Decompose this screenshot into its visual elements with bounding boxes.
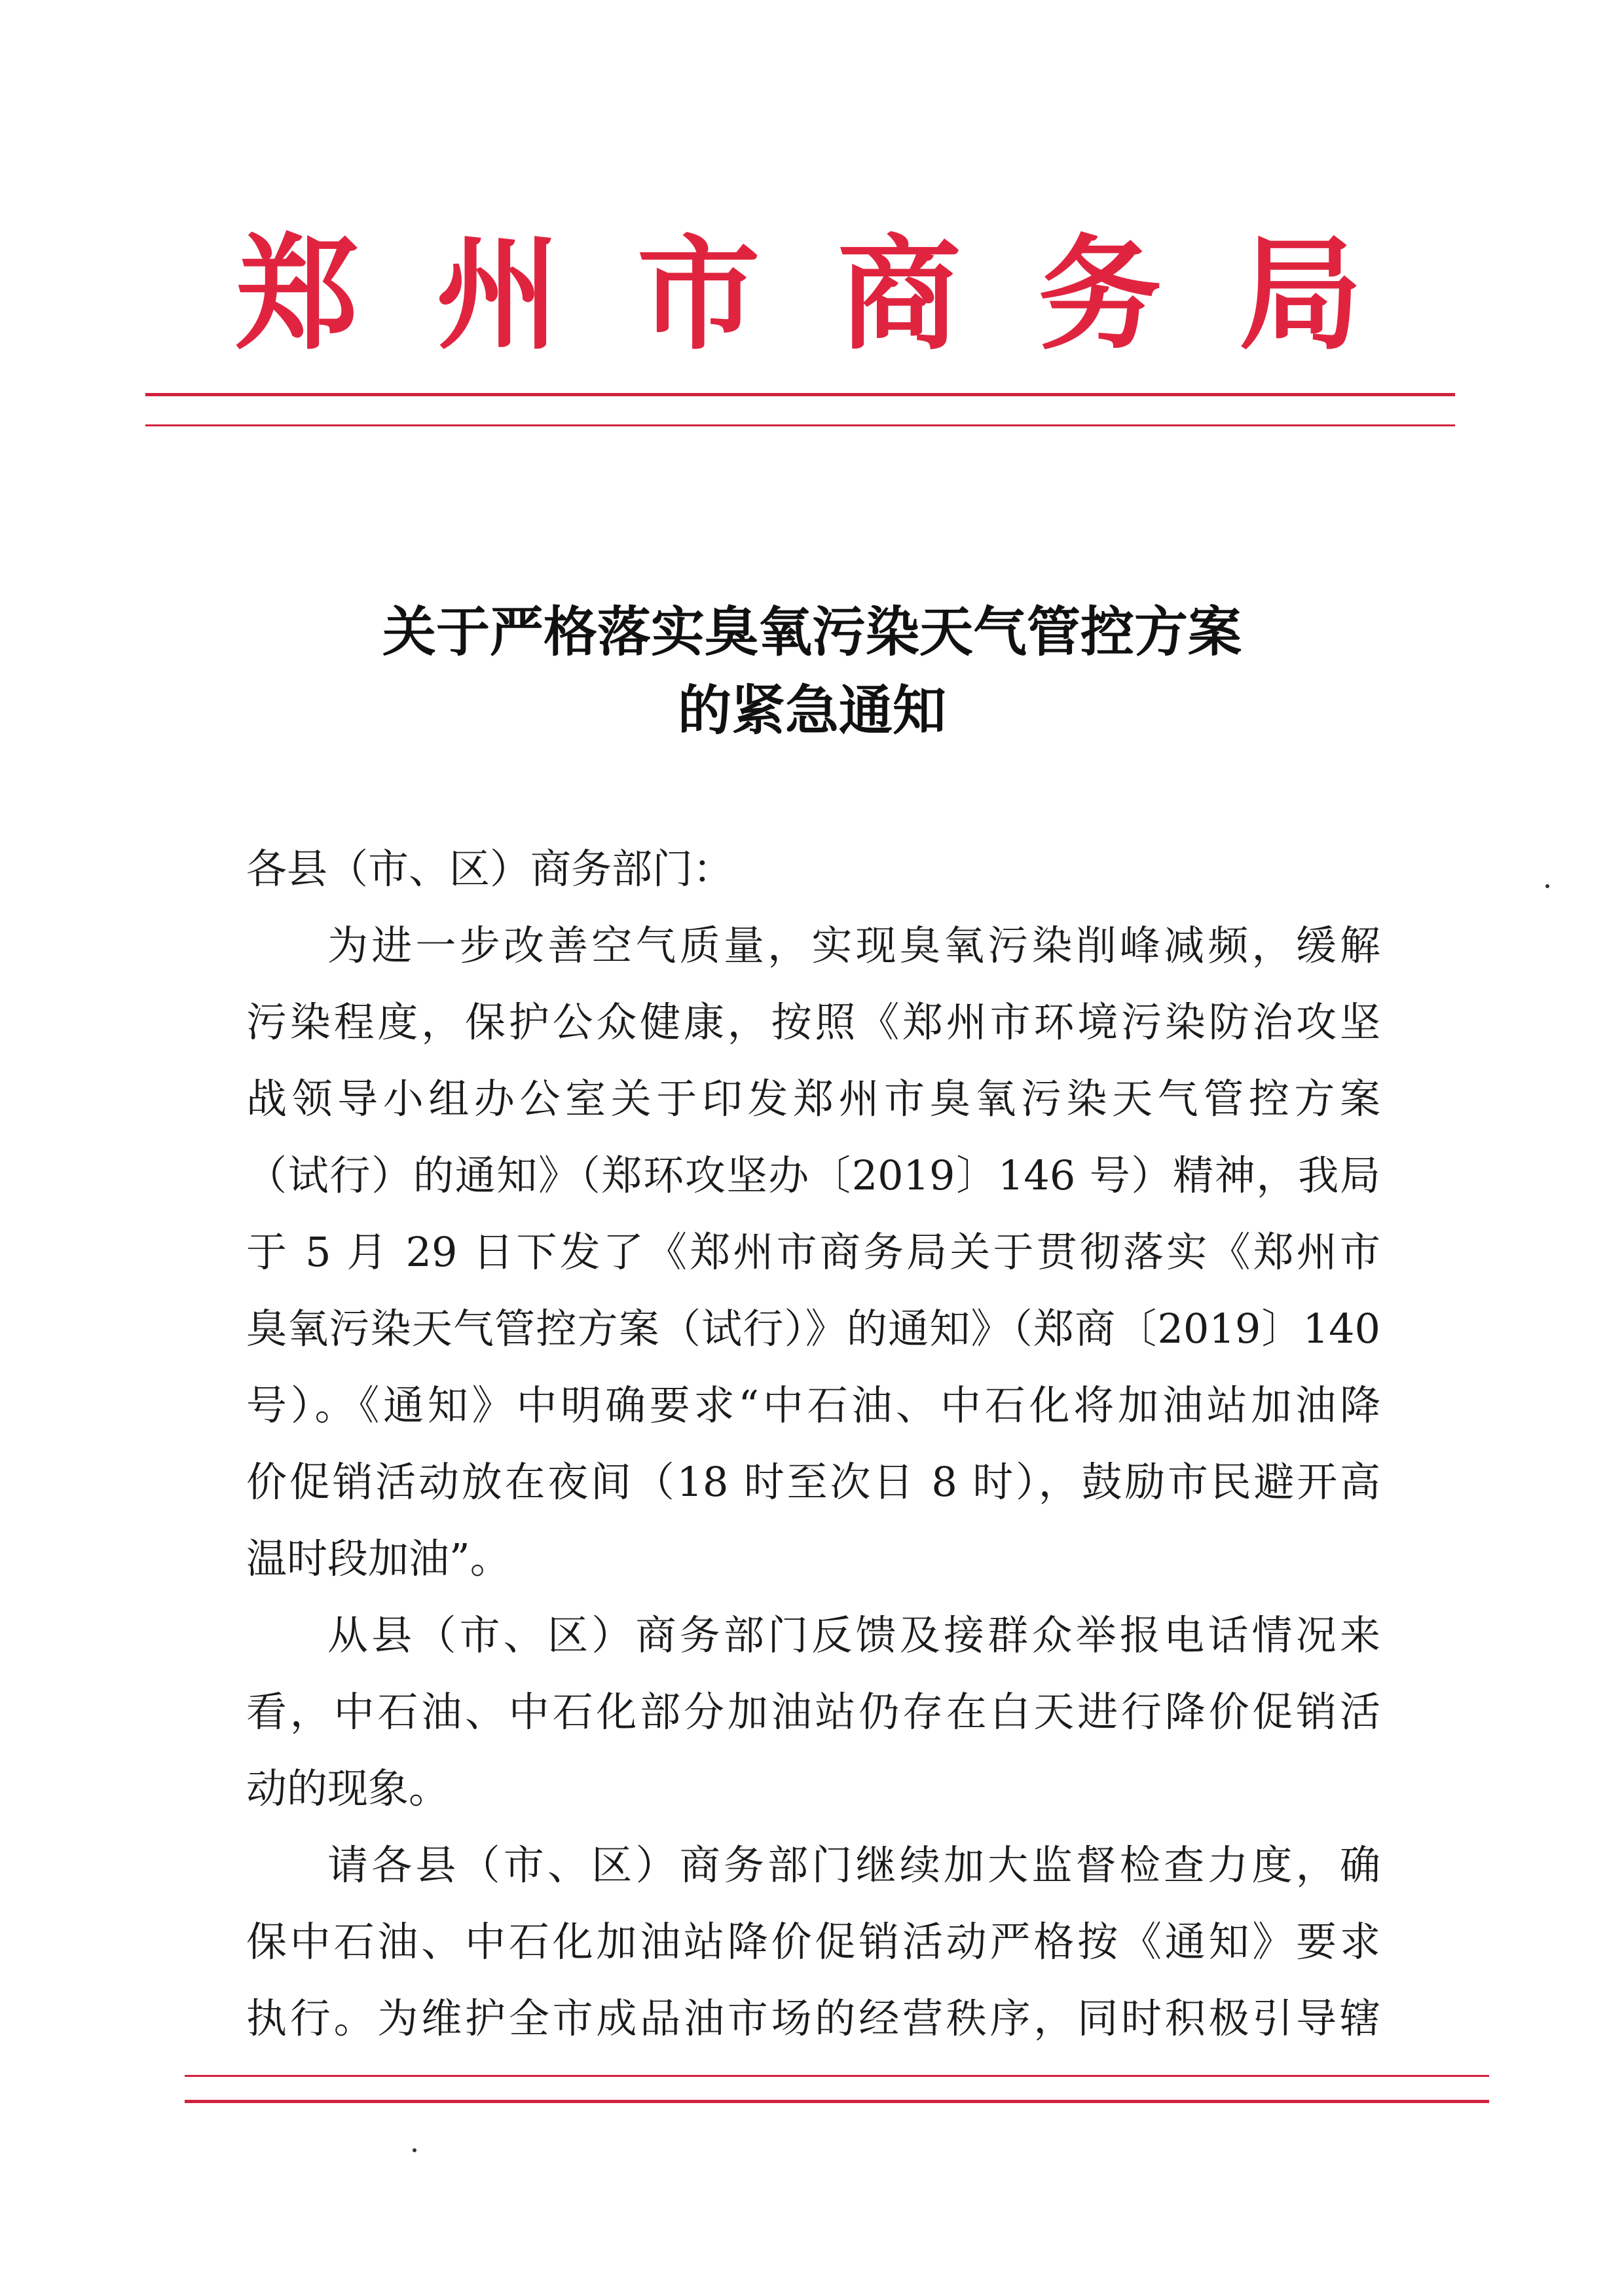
paragraph-1-line: （试行）的通知》（郑环攻坚办〔2019〕146 号）精神，我局 — [246, 1151, 1380, 1199]
paragraph-1-line: 污染程度，保护公众健康，按照《郑州市环境污染防治攻坚 — [246, 998, 1380, 1046]
paragraph-1-line: 为进一步改善空气质量，实现臭氧污染削峰减频，缓解 — [327, 922, 1380, 969]
header-rule-bottom — [145, 424, 1455, 426]
org-header-char: 务 — [1038, 222, 1162, 367]
paragraph-3-line: 保中石油、中石化加油站降价促销活动严格按《通知》要求 — [246, 1918, 1380, 1966]
document-title-line-1: 关于严格落实臭氧污染天气管控方案 — [382, 601, 1242, 663]
paragraph-2-line: 看，中石油、中石化部分加油站仍存在白天进行降价促销活 — [246, 1688, 1380, 1736]
header-rule-top — [145, 393, 1455, 396]
paragraph-1-line: 战领导小组办公室关于印发郑州市臭氧污染天气管控方案 — [246, 1075, 1380, 1123]
org-header-char: 郑 — [236, 222, 359, 367]
paragraph-1-line: 价促销活动放在夜间（18 时至次日 8 时），鼓励市民避开高 — [246, 1458, 1380, 1506]
paragraph-2-line: 从县（市、区）商务部门反馈及接群众举报电话情况来 — [327, 1611, 1380, 1659]
salutation: 各县（市、区）商务部门： — [246, 845, 734, 893]
org-header-title — [236, 216, 1362, 373]
paragraph-1-line: 号）。《通知》中明确要求“中石油、中石化将加油站加油降 — [246, 1381, 1380, 1429]
paragraph-1-line: 温时段加油”。 — [246, 1535, 511, 1582]
scan-speck — [413, 2148, 416, 2152]
footer-rule-bottom — [185, 2100, 1489, 2103]
paragraph-2-line: 动的现象。 — [246, 1764, 450, 1812]
footer-rule-top — [185, 2075, 1489, 2077]
org-header-char: 州 — [436, 222, 560, 367]
document-body — [246, 830, 1380, 2057]
paragraph-1-line: 臭氧污染天气管控方案（试行）》的通知》（郑商〔2019〕140 — [246, 1305, 1380, 1353]
org-header-char: 商 — [838, 222, 961, 367]
org-header-char: 市 — [637, 222, 760, 367]
scan-speck — [1545, 884, 1549, 888]
paragraph-3-line: 请各县（市、区）商务部门继续加大监督检查力度，确 — [327, 1841, 1380, 1889]
org-header-char: 局 — [1238, 222, 1362, 367]
paragraph-1-line: 于 5 月 29 日下发了《郑州市商务局关于贯彻落实《郑州市 — [246, 1228, 1380, 1276]
paragraph-3-line: 执行。为维护全市成品油市场的经营秩序，同时积极引导辖 — [246, 1994, 1380, 2042]
document-title-line-2: 的紧急通知 — [677, 679, 946, 742]
